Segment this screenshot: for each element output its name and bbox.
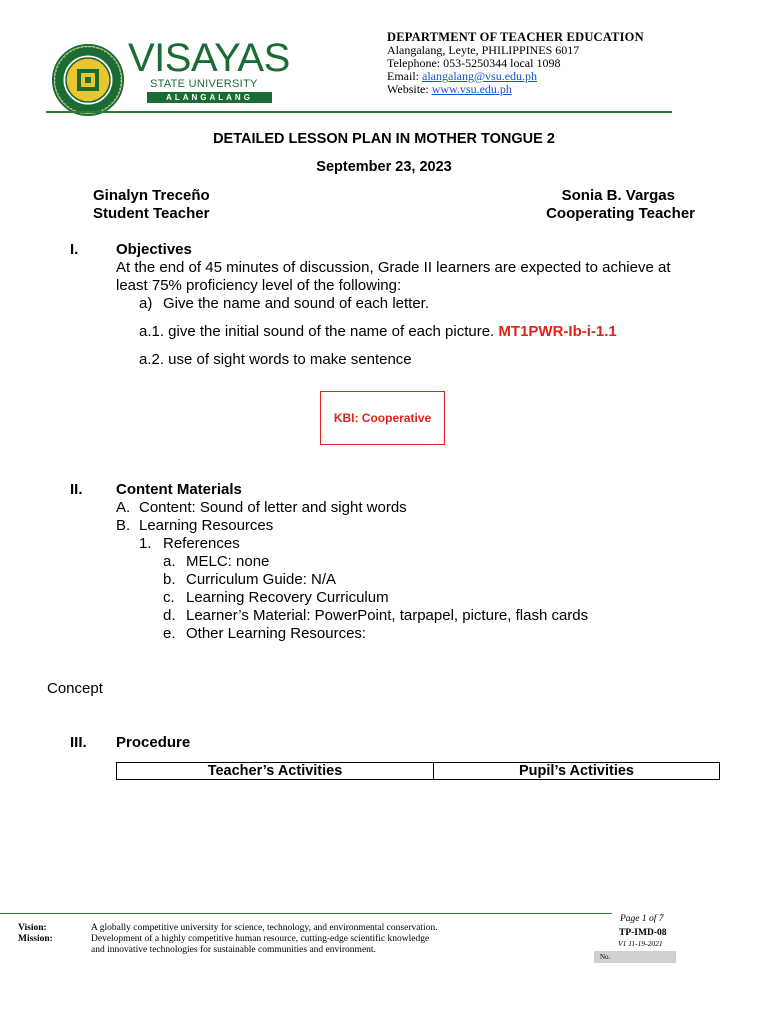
reference-item-marker: e. bbox=[163, 625, 176, 642]
reference-item: MELC: none bbox=[186, 553, 270, 570]
column-header-teacher: Teacher’s Activities bbox=[117, 763, 434, 780]
content-a: Content: Sound of letter and sight words bbox=[139, 499, 407, 516]
procedure-table bbox=[116, 762, 720, 780]
objectives-intro-line2: least 75% proficiency level of the following: bbox=[116, 277, 402, 294]
concept-label: Concept bbox=[47, 680, 103, 697]
university-name: VISAYAS bbox=[128, 36, 290, 80]
objective-a-marker: a) bbox=[139, 295, 153, 312]
content-b-marker: B. bbox=[116, 517, 131, 534]
student-teacher-role: Student Teacher bbox=[93, 205, 210, 222]
section-heading-procedure: Procedure bbox=[116, 734, 191, 751]
section-heading-content: Content Materials bbox=[116, 481, 242, 498]
website-link[interactable]: www.vsu.edu.ph bbox=[431, 82, 512, 96]
footer-divider bbox=[0, 913, 612, 914]
column-header-pupil: Pupil’s Activities bbox=[434, 763, 720, 780]
department-contact-block bbox=[387, 31, 644, 96]
university-subtitle: STATE UNIVERSITY bbox=[150, 78, 258, 90]
section-heading-objectives: Objectives bbox=[116, 241, 192, 258]
document-number-box bbox=[594, 951, 676, 963]
document-date: September 23, 2023 bbox=[316, 159, 452, 175]
document-number-label: No. bbox=[600, 953, 611, 961]
department-address: Alangalang, Leyte, PHILIPPINES 6017 bbox=[387, 43, 580, 57]
department-email: Email: alangalang@vsu.edu.ph bbox=[387, 69, 538, 83]
content-b: Learning Resources bbox=[139, 517, 274, 534]
vision-label: Vision: bbox=[18, 923, 47, 933]
reference-item: Curriculum Guide: N/A bbox=[186, 571, 337, 588]
university-seal-logo bbox=[52, 44, 124, 116]
header-divider bbox=[46, 111, 672, 113]
references-marker: 1. bbox=[139, 535, 152, 552]
form-code: TP-IMD-08 bbox=[619, 928, 667, 938]
reference-item-marker: c. bbox=[163, 589, 175, 606]
form-version: V1 11-19-2021 bbox=[618, 939, 663, 948]
competency-code: MT1PWR-Ib-i-1.1 bbox=[498, 323, 617, 340]
references-label: References bbox=[163, 535, 240, 552]
kbi-box bbox=[320, 391, 445, 445]
table-header-row bbox=[117, 763, 720, 780]
reference-item-marker: b. bbox=[163, 571, 176, 588]
objective-a1: a.1. give the initial sound of the name of each picture. MT1PWR-Ib-i-1.1 bbox=[139, 323, 617, 340]
reference-item-marker: d. bbox=[163, 607, 176, 624]
content-a-marker: A. bbox=[116, 499, 131, 516]
reference-item: Other Learning Resources: bbox=[186, 625, 367, 642]
reference-item: Learning Recovery Curriculum bbox=[186, 589, 389, 606]
section-numeral-objectives: I. bbox=[70, 241, 79, 258]
mission-text-line2: and innovative technologies for sustainable communities and environment. bbox=[91, 945, 376, 955]
objectives-intro-line1: At the end of 45 minutes of discussion, Grade II learners are expected to achieve at bbox=[116, 259, 671, 276]
cooperating-teacher-name: Sonia B. Vargas bbox=[561, 187, 675, 204]
reference-item-marker: a. bbox=[163, 553, 176, 570]
reference-item: Learner’s Material: PowerPoint, tarpapel, picture, flash cards bbox=[186, 607, 589, 624]
department-website: Website: www.vsu.edu.ph bbox=[387, 82, 512, 96]
mission-text-line1: Development of a highly competitive human resource, cutting-edge scientific knowledge bbox=[91, 934, 430, 944]
objective-a: Give the name and sound of each letter. bbox=[163, 295, 430, 312]
objective-a2: a.2. use of sight words to make sentence bbox=[139, 351, 412, 368]
section-numeral-content: II. bbox=[70, 481, 83, 498]
department-telephone: Telephone: 053-5250344 local 1098 bbox=[387, 56, 561, 70]
mission-label: Mission: bbox=[18, 934, 53, 944]
campus-name: ALANGALANG bbox=[147, 92, 272, 103]
document-title: DETAILED LESSON PLAN IN MOTHER TONGUE 2 bbox=[213, 131, 555, 147]
page-number: Page 1 of 7 bbox=[620, 914, 664, 924]
vision-text: A globally competitive university for science, technology, and environmental conservation. bbox=[91, 923, 438, 933]
email-link[interactable]: alangalang@vsu.edu.ph bbox=[422, 69, 538, 83]
student-teacher-name: Ginalyn Treceño bbox=[93, 187, 210, 204]
department-title: DEPARTMENT OF TEACHER EDUCATION bbox=[387, 30, 644, 44]
cooperating-teacher-role: Cooperating Teacher bbox=[546, 205, 695, 222]
section-numeral-procedure: III. bbox=[70, 734, 87, 751]
kbi-label: KBI: Cooperative bbox=[333, 411, 432, 425]
